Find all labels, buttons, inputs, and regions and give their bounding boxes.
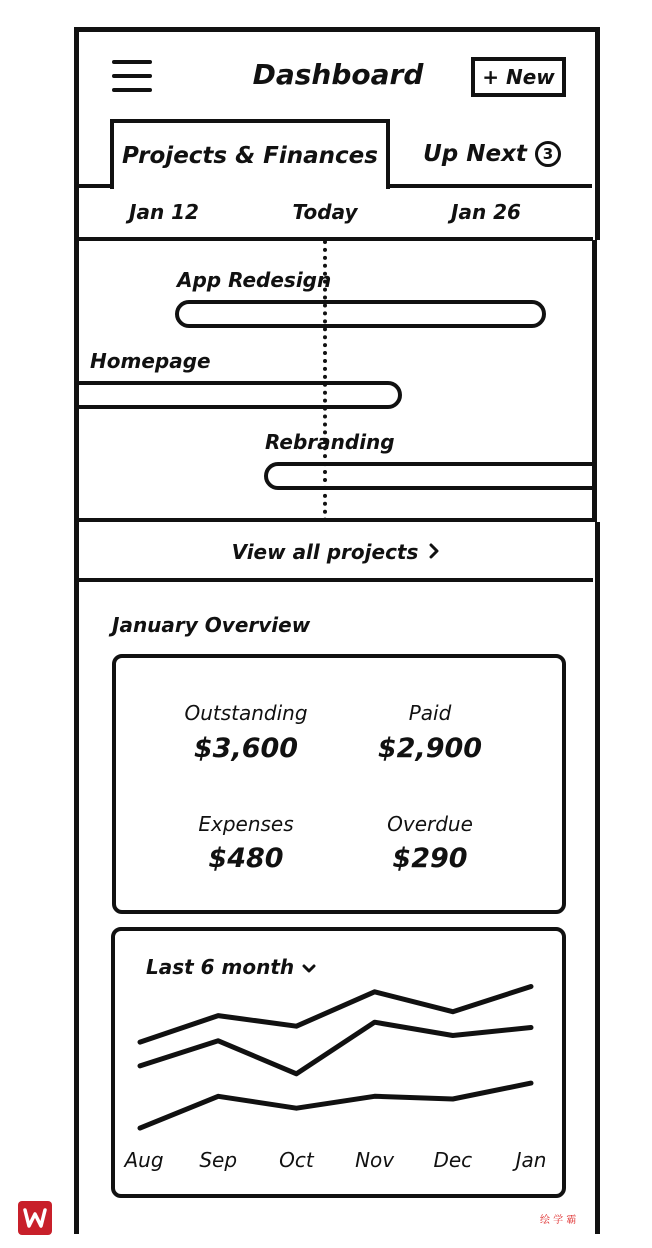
project-label-rebranding: Rebranding — [265, 430, 395, 454]
stat-value-expenses: $480 — [208, 843, 284, 874]
stat-value-overdue: $290 — [392, 843, 468, 874]
x-axis-label-dec: Dec — [433, 1148, 473, 1172]
x-axis-label-nov: Nov — [355, 1148, 395, 1172]
x-axis-label-jan: Jan — [515, 1148, 547, 1172]
stat-label-paid: Paid — [408, 701, 452, 725]
page-title: Dashboard — [252, 58, 424, 91]
stat-label-expenses: Expenses — [198, 812, 294, 836]
stat-label-outstanding: Outstanding — [184, 701, 308, 725]
watermark-text: 绘 学 霸 — [540, 1215, 577, 1226]
view-all-projects-label: View all projects — [231, 540, 419, 564]
stat-label-overdue: Overdue — [387, 812, 473, 836]
x-axis-label-oct: Oct — [279, 1148, 314, 1172]
x-axis-label-sep: Sep — [199, 1148, 238, 1172]
tab-projects-finances-label: Projects & Finances — [122, 143, 378, 169]
chart-series-line-3 — [140, 1083, 531, 1128]
stat-value-paid: $2,900 — [377, 733, 483, 764]
project-label-app-redesign: App Redesign — [177, 268, 332, 292]
brand-logo-icon — [18, 1201, 52, 1235]
date-today: Today — [292, 200, 358, 224]
project-label-homepage: Homepage — [90, 349, 211, 373]
tab-up-next-label: Up Next — [423, 141, 527, 167]
x-axis-label-aug: Aug — [124, 1148, 164, 1172]
stat-value-outstanding: $3,600 — [193, 733, 299, 764]
date-end: Jan 26 — [451, 200, 521, 224]
chart-series-line-2 — [140, 1022, 531, 1074]
up-next-count-badge: 3 — [535, 141, 561, 167]
section-title-january-overview: January Overview — [112, 613, 311, 637]
new-button[interactable]: + New — [471, 57, 566, 97]
date-start: Jan 12 — [129, 200, 199, 224]
period-dropdown-label: Last 6 month — [146, 955, 295, 979]
